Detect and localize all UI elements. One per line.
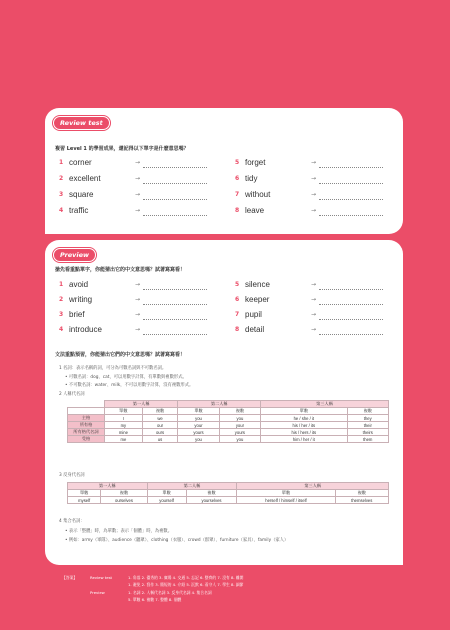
answer-arrow: → [311,326,317,333]
word: forget [245,158,266,167]
note-line: 3 反身代名詞 [59,473,85,478]
word-row [59,190,224,202]
word-row [59,325,224,337]
answer-arrow: → [311,311,317,318]
answer-arrow: → [135,281,141,288]
word-number: 7 [235,311,240,318]
table-cell: they [347,415,388,422]
row-header: 所有格 [68,422,105,429]
word-number: 7 [235,191,240,198]
table-cell: our [142,422,178,429]
word-number: 3 [59,191,64,198]
word-row [235,158,400,170]
answer-arrow: → [135,159,141,166]
answer-line[interactable] [319,183,383,184]
number-header: 複數 [101,490,147,497]
word-row [59,295,224,307]
answer-label: 【答案】 [62,575,78,580]
word-row [235,325,400,337]
table-cell: your [219,422,260,429]
table-row [68,422,389,429]
word-number: 2 [59,296,64,303]
table-row [68,429,389,436]
answer-line: 5. 單數 6. 複數 7. 整體 8. 個體 [128,597,182,602]
number-header: 單數 [261,408,347,415]
table-cell: you [219,436,260,443]
review-instruction: 複習 Level 1 的學習成果，還記得以下單字是什麼意思嗎？ [55,146,189,152]
word-number: 6 [235,296,240,303]
table-cell: you [178,436,219,443]
word: without [245,190,271,199]
note-line: • 例如：army（軍隊）、audience（聽眾）、clothing（衣服）、crowd（群眾）、furniture（家具）、family（家人） [65,538,289,543]
table-group-header: 第一人稱 [105,401,178,408]
answer-line: 1. 名詞 2. 人稱代名詞 3. 反身代名詞 4. 集合名詞 [128,590,212,595]
review-test-card [45,108,403,234]
reflexive-pronoun-table [67,482,389,504]
table-cell: mine [105,429,143,436]
note-line: • 不可數名詞：water、milk，不可以用數字計算，沒有複數形式。 [65,383,194,388]
answer-arrow: → [135,326,141,333]
answer-line: 1. 角落 2. 優秀的 3. 廣場 4. 交通 5. 忘記 6. 整齊的 7. 沒有 8. 離開 [128,575,244,580]
word: corner [69,158,92,167]
number-header: 單數 [178,408,219,415]
word-row [235,310,400,322]
answer-line[interactable] [319,199,383,200]
answer-arrow: → [135,207,141,214]
table-cell: we [142,415,178,422]
row-header: 所有格代名詞 [68,429,105,436]
table-cell: my [105,422,143,429]
table-group-header: 第三人稱 [261,401,389,408]
number-header: 單數 [147,490,186,497]
note-line: • 表示「整體」時，為單數；表示「個體」時，為複數。 [65,529,173,534]
word: square [69,190,94,199]
table-cell: us [142,436,178,443]
word-row [59,280,224,292]
table-row [68,436,389,443]
table-cell: I [105,415,143,422]
preview-tag: Preview [53,248,96,262]
preview-instruction: 搶先看重點單字，你能猜出它的中文意思嗎？試著寫寫看！ [55,267,186,273]
table-cell: their [347,422,388,429]
answer-line[interactable] [319,334,383,335]
table-cell: you [178,415,219,422]
table-cell: his / her / its [261,422,347,429]
review-test-tag: Review test [53,116,110,130]
row-header: 主格 [68,415,105,422]
answer-line[interactable] [143,183,207,184]
answer-arrow: → [135,175,141,182]
note-line: • 可數名詞：dog、cat，可以用數字計算，有單數與複數形式。 [65,375,187,380]
word-number: 2 [59,175,64,182]
answer-arrow: → [311,175,317,182]
answer-arrow: → [135,191,141,198]
grammar-instruction: 文法重點預習，你能猜出它們的中文意思嗎？試著寫寫看！ [55,352,186,358]
word-number: 1 [59,159,64,166]
word: brief [69,310,85,319]
word-number: 5 [235,159,240,166]
answer-line[interactable] [319,289,383,290]
word-row [59,158,224,170]
word: introduce [69,325,102,334]
number-header: 複數 [142,408,178,415]
table-group-header: 第二人稱 [178,401,261,408]
table-cell: yourself [147,497,186,504]
answer-arrow: → [311,296,317,303]
answer-line[interactable] [143,215,207,216]
personal-pronoun-table [67,400,389,443]
answer-arrow: → [135,296,141,303]
table-cell: you [219,415,260,422]
word: tidy [245,174,258,183]
word-number: 4 [59,207,64,214]
word-row [59,174,224,186]
word-row [235,190,400,202]
note-line: 2 人稱代名詞 [59,392,85,397]
word-number: 5 [235,281,240,288]
answer-line[interactable] [143,167,207,168]
word: detail [245,325,265,334]
answer-line[interactable] [319,304,383,305]
table-cell: themselves [335,497,388,504]
table-cell: yourselves [186,497,237,504]
table-cell: ours [142,429,178,436]
number-header: 單數 [68,490,101,497]
word: pupil [245,310,262,319]
table-cell: your [178,422,219,429]
answer-line[interactable] [319,167,383,168]
answer-line[interactable] [319,319,383,320]
note-line: 1 名詞：表示名稱的詞，可分為可數名詞與不可數名詞。 [59,366,167,371]
answer-line[interactable] [143,319,207,320]
answer-line[interactable] [319,215,383,216]
word: leave [245,206,265,215]
number-header: 複數 [219,408,260,415]
answer-arrow: → [311,207,317,214]
table-cell: myself [68,497,101,504]
table-group-header: 第一人稱 [68,483,148,490]
word-row [235,280,400,292]
number-header: 單數 [237,490,335,497]
table-row [68,415,389,422]
table-cell: he / she / it [261,415,347,422]
answer-preview-label: Preview [90,590,105,595]
word-number: 4 [59,326,64,333]
answer-arrow: → [311,281,317,288]
word-row [59,206,224,218]
answer-line[interactable] [143,304,207,305]
table-cell: herself / himself / itself [237,497,335,504]
row-header: 受格 [68,436,105,443]
word: traffic [69,206,89,215]
table-corner [68,408,105,415]
word-row [59,310,224,322]
answer-line[interactable] [143,199,207,200]
table-group-header: 第二人稱 [147,483,237,490]
number-header: 單數 [105,408,143,415]
table-cell: his / hers / its [261,429,347,436]
note-line: 4 集合名詞： [59,519,85,524]
table-cell: ourselves [101,497,147,504]
answer-arrow: → [311,191,317,198]
word-number: 1 [59,281,64,288]
table-group-header: 第三人稱 [237,483,389,490]
answer-arrow: → [135,311,141,318]
table-cell: yours [178,429,219,436]
answer-line: 1. 避免 2. 寫作 3. 簡短的 4. 介紹 5. 沉默 6. 看守人 7. 學生 8. 細節 [128,582,244,587]
answer-review-label: Review test [90,575,113,580]
table-cell: them [347,436,388,443]
word: silence [245,280,270,289]
table-cell: me [105,436,143,443]
word-number: 8 [235,207,240,214]
table-row [68,497,389,504]
table-cell: theirs [347,429,388,436]
answer-arrow: → [311,159,317,166]
word-number: 8 [235,326,240,333]
word: writing [69,295,93,304]
word-row [235,295,400,307]
table-cell: him / her / it [261,436,347,443]
number-header: 複數 [186,490,237,497]
answer-line[interactable] [143,334,207,335]
number-header: 複數 [335,490,388,497]
word: excellent [69,174,101,183]
table-corner [68,401,105,408]
word: avoid [69,280,89,289]
word: keeper [245,295,270,304]
number-header: 複數 [347,408,388,415]
word-row [235,206,400,218]
table-cell: yours [219,429,260,436]
word-number: 3 [59,311,64,318]
preview-card [45,240,403,565]
answer-line[interactable] [143,289,207,290]
word-number: 6 [235,175,240,182]
word-row [235,174,400,186]
